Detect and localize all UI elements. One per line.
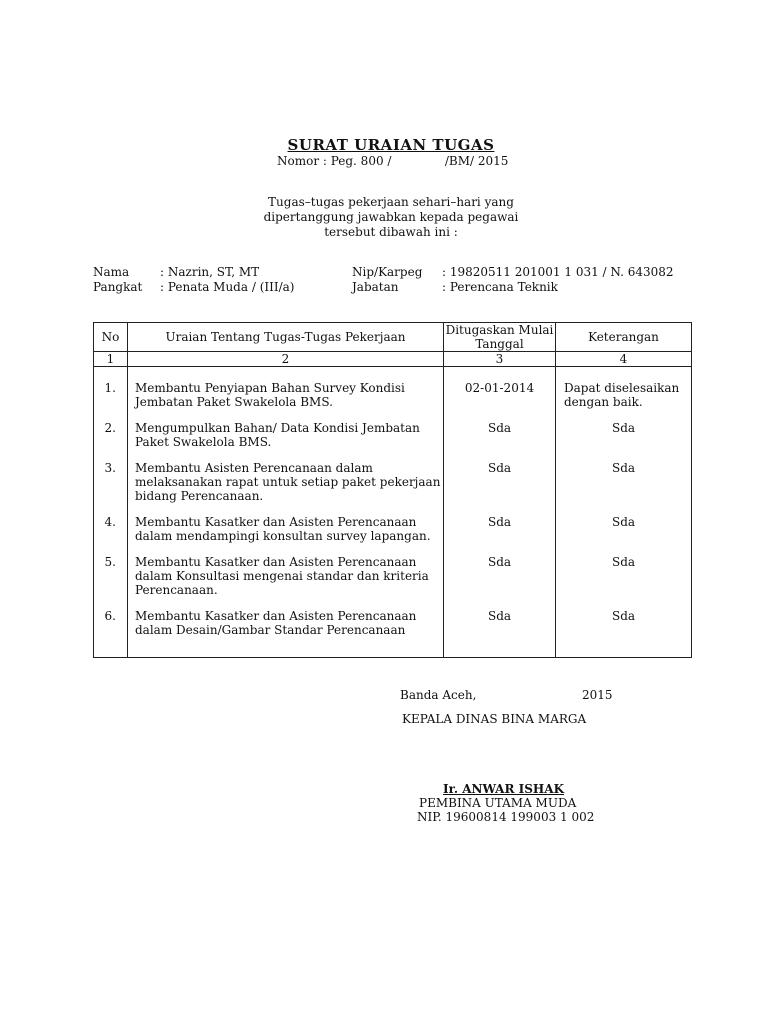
task-note: [556, 543, 692, 597]
intro-text: [0, 195, 768, 240]
column-number: 3: [444, 352, 556, 367]
row-number: 1.: [94, 367, 128, 410]
task-description-line: dalam Konsultasi mengenai standar dan kriteria: [135, 569, 429, 583]
header-tanggal-line: Ditugaskan Mulai: [445, 323, 554, 337]
task-description-line: Paket Swakelola BMS.: [135, 435, 272, 449]
header-keterangan: Keterangan: [556, 323, 692, 352]
intro-line: dipertanggung jawabkan kepada pegawai: [263, 210, 519, 224]
row-number: 2.: [94, 409, 128, 449]
task-start-date: Sda: [444, 449, 556, 503]
task-description-line: Membantu Kasatker dan Asisten Perencanaan: [135, 515, 417, 529]
nama-label: Nama: [93, 265, 130, 279]
task-note: [556, 449, 692, 503]
task-description-line: Membantu Asisten Perencanaan dalam: [135, 461, 373, 475]
pangkat-value: : Penata Muda / (III/a): [160, 280, 295, 294]
table-row: [94, 597, 692, 658]
signature-office: KEPALA DINAS BINA MARGA: [402, 712, 587, 726]
task-description: [128, 449, 444, 503]
intro-line: tersebut dibawah ini :: [324, 225, 458, 239]
jabatan-label: Jabatan: [352, 280, 399, 294]
pangkat-label: Pangkat: [93, 280, 143, 294]
document-number: Nomor : Peg. 800 / /BM/ 2015: [277, 154, 509, 168]
task-description: [128, 409, 444, 449]
task-description: [128, 597, 444, 658]
task-note-line: Dapat diselesaikan: [564, 381, 680, 395]
task-description-line: Perencanaan.: [135, 583, 218, 597]
intro-line: Tugas–tugas pekerjaan sehari–hari yang: [268, 195, 514, 209]
task-note: [556, 409, 692, 449]
task-note: [556, 367, 692, 410]
column-number-row: [94, 352, 692, 367]
task-note-line: Sda: [611, 609, 636, 623]
header-tanggal: [444, 323, 556, 352]
task-description-line: dalam Desain/Gambar Standar Perencanaan: [135, 623, 406, 637]
table-row: [94, 367, 692, 410]
signatory-nip: NIP. 19600814 199003 1 002: [417, 810, 595, 824]
task-description-line: melaksanakan rapat untuk setiap paket pekerjaan: [135, 475, 441, 489]
task-description: [128, 367, 444, 410]
header-no: No: [94, 323, 128, 352]
row-number: 5.: [94, 543, 128, 597]
column-number: 1: [94, 352, 128, 367]
task-note-line: Sda: [611, 515, 636, 529]
task-description-line: Mengumpulkan Bahan/ Data Kondisi Jembatan: [135, 421, 420, 435]
task-note-line: Sda: [611, 555, 636, 569]
task-description-line: bidang Perencanaan.: [135, 489, 264, 503]
header-tanggal-line: Tanggal: [475, 337, 524, 351]
signature-place: Banda Aceh,: [400, 688, 477, 702]
task-table: [93, 322, 692, 658]
row-number: 6.: [94, 597, 128, 658]
table-row: [94, 409, 692, 449]
task-description-line: Membantu Kasatker dan Asisten Perencanaan: [135, 609, 417, 623]
task-description-line: Jembatan Paket Swakelola BMS.: [135, 395, 333, 409]
column-number: 2: [128, 352, 444, 367]
nip-value: : 19820511 201001 1 031 / N. 643082: [442, 265, 674, 279]
table-row: [94, 543, 692, 597]
nip-label: Nip/Karpeg: [352, 265, 423, 279]
task-description-line: Membantu Penyiapan Bahan Survey Kondisi: [135, 381, 405, 395]
task-note-line: Sda: [611, 461, 636, 475]
task-description: [128, 503, 444, 543]
task-note: [556, 503, 692, 543]
task-start-date: 02-01-2014: [444, 367, 556, 410]
signatory-name: Ir. ANWAR ISHAK: [443, 782, 564, 796]
task-description-line: Membantu Kasatker dan Asisten Perencanaan: [135, 555, 417, 569]
task-description: [128, 543, 444, 597]
task-note-line: dengan baik.: [564, 395, 643, 409]
document-title: SURAT URAIAN TUGAS: [287, 136, 495, 154]
task-description-line: dalam mendampingi konsultan survey lapangan.: [135, 529, 431, 543]
nama-value: : Nazrin, ST, MT: [160, 265, 260, 279]
table-row: [94, 503, 692, 543]
task-start-date: Sda: [444, 409, 556, 449]
task-start-date: Sda: [444, 543, 556, 597]
row-number: 3.: [94, 449, 128, 503]
signature-year: 2015: [582, 688, 613, 702]
task-start-date: Sda: [444, 503, 556, 543]
header-uraian: Uraian Tentang Tugas-Tugas Pekerjaan: [128, 323, 444, 352]
task-note: [556, 597, 692, 658]
task-note-line: Sda: [611, 421, 636, 435]
signatory-rank: PEMBINA UTAMA MUDA: [419, 796, 577, 810]
jabatan-value: : Perencana Teknik: [442, 280, 558, 294]
row-number: 4.: [94, 503, 128, 543]
column-number: 4: [556, 352, 692, 367]
table-row: [94, 449, 692, 503]
task-start-date: Sda: [444, 597, 556, 658]
